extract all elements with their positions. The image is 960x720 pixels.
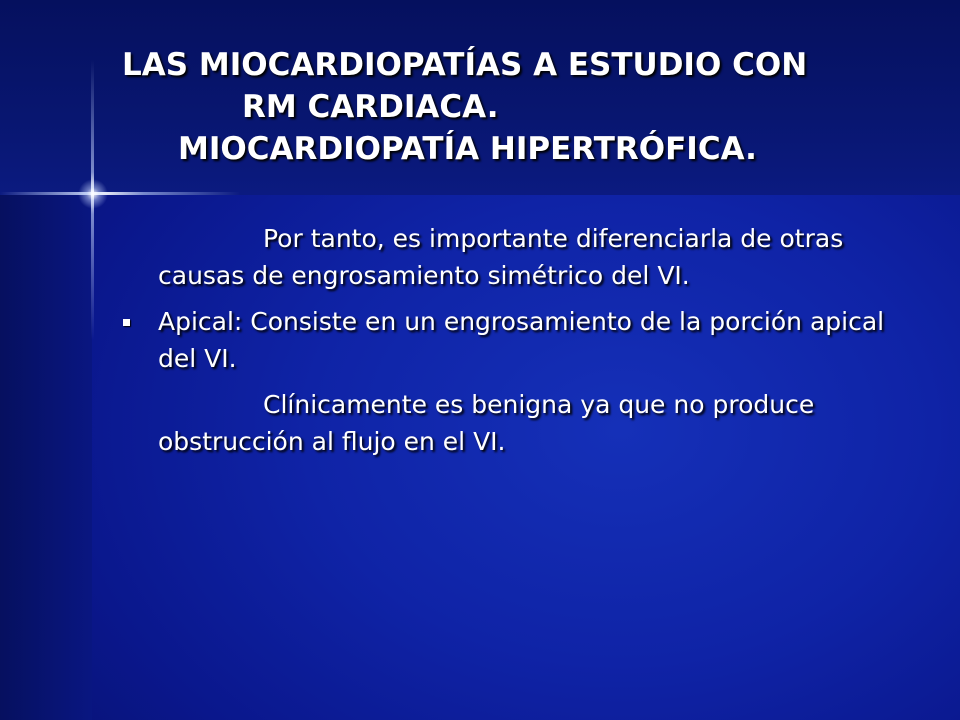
paragraph-differentiate (118, 220, 908, 294)
paragraph-text: Por tanto, es importante diferenciarla de otras causas de engrosamiento simétrico del VI. (158, 224, 844, 290)
title-line-1: LAS MIOCARDIOPATÍAS A ESTUDIO CON (122, 47, 808, 83)
title-line-2: RM CARDIACA. (242, 89, 499, 125)
title-line-3: MIOCARDIOPATÍA HIPERTRÓFICA. (178, 131, 757, 167)
paragraph-text: Apical: Consiste en un engrosamiento de la porción apical del VI. (158, 307, 885, 373)
slide-title (100, 44, 920, 170)
slide-body (118, 220, 908, 469)
star-flare-horizontal (0, 192, 240, 195)
square-bullet-icon (123, 319, 130, 326)
left-band (0, 195, 92, 720)
paragraph-text: Clínicamente es benigna ya que no produce obstrucción al flujo en el VI. (158, 390, 815, 456)
star-flare-icon (78, 179, 108, 209)
paragraph-clinical (118, 386, 908, 460)
paragraph-apical (118, 303, 908, 377)
